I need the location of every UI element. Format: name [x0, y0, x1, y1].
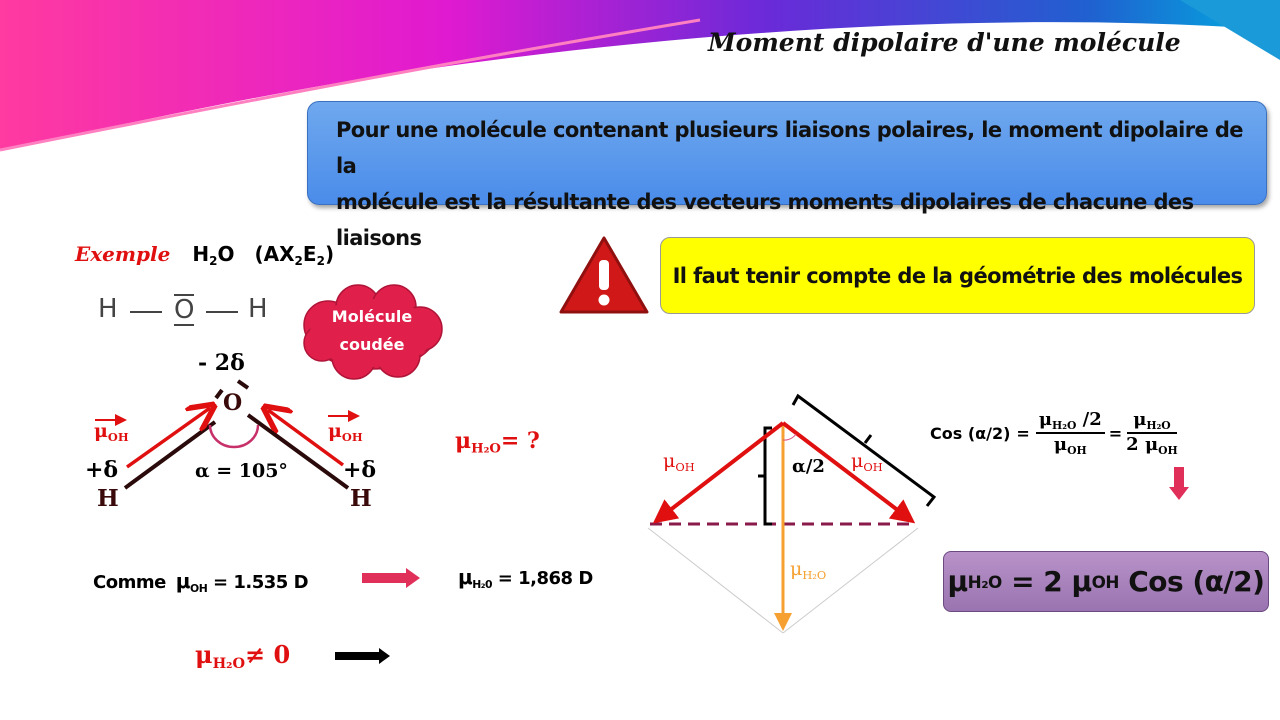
- bond-angle: α = 105°: [195, 460, 288, 482]
- text-fragment: μ: [328, 420, 342, 442]
- fraction-2: [1126, 409, 1178, 457]
- lewis-h-left: H: [98, 294, 118, 324]
- charge-h-right: +δ: [343, 457, 377, 483]
- formula-o: O: [217, 242, 235, 266]
- text-fragment: μ: [1133, 409, 1147, 431]
- text-fragment: H₂O: [802, 567, 827, 582]
- example-label: Exemple: [75, 242, 171, 266]
- text-fragment: μ: [947, 565, 968, 598]
- formula-sub: 2: [209, 254, 218, 269]
- text-fragment: =: [1016, 423, 1030, 443]
- text-fragment: μ: [195, 640, 213, 669]
- text-fragment: μ: [790, 558, 803, 580]
- text-fragment: H₂0: [472, 577, 492, 591]
- cloud-line-1: Molécule: [331, 307, 413, 326]
- text-fragment: μ: [1038, 409, 1053, 431]
- text-fragment: μ: [663, 450, 676, 472]
- text-fragment: ≠ 0: [245, 640, 291, 669]
- atom-h-left: H: [97, 485, 119, 512]
- text-fragment: H₂O: [471, 441, 501, 457]
- text-fragment: μ: [455, 428, 472, 454]
- lewis-h-right: H: [248, 294, 268, 324]
- text-fragment: OH: [675, 459, 695, 474]
- text-fragment: 2: [1126, 434, 1139, 455]
- text-fragment: H₂O: [1146, 419, 1171, 432]
- text-fragment: OH: [863, 459, 883, 474]
- definition-line-2: molécule est la résultante des vecteurs moments dipolaires de chacune des liaisons: [336, 190, 1194, 250]
- text-fragment: = 1,868 D: [497, 568, 593, 589]
- text-fragment: OH: [107, 429, 129, 444]
- atom-h-right: H: [350, 485, 372, 512]
- charge-h-left: +δ: [85, 457, 119, 483]
- vsepr-ax: (AX: [254, 242, 295, 266]
- vector-mu-oh-right: [851, 450, 883, 474]
- text-fragment: μ: [1053, 434, 1068, 455]
- half-angle-label: α/2: [792, 456, 825, 477]
- fraction-1: [1036, 409, 1105, 457]
- vsepr-e: E: [302, 242, 317, 266]
- vsepr-close: ): [324, 242, 335, 266]
- text-fragment: μ: [94, 420, 108, 442]
- text-fragment: OH: [1091, 571, 1119, 592]
- slide-title: Moment dipolaire d'une molécule: [708, 28, 1181, 57]
- text-fragment: = ?: [500, 428, 540, 454]
- text-fragment: H₂O: [967, 571, 1002, 592]
- text-fragment: Cos (α/2): [1128, 565, 1265, 598]
- cloud-line-2: coudée: [339, 335, 405, 354]
- text-fragment: /2: [1082, 409, 1102, 431]
- text-fragment: OH: [190, 581, 208, 595]
- text-fragment: OH: [1158, 443, 1178, 457]
- cos-formula: [930, 403, 1178, 463]
- atom-o: O: [223, 390, 243, 416]
- text-fragment: μ: [1144, 434, 1159, 455]
- formula-h: H: [192, 242, 210, 266]
- arrow-down-icon: [1169, 467, 1189, 501]
- vsepr-e-sub: 2: [316, 254, 325, 269]
- charge-oxygen: - 2δ: [198, 350, 245, 376]
- text-fragment: OH: [1067, 443, 1087, 457]
- text-fragment: H₂O: [1052, 419, 1077, 432]
- text-fragment: =: [1108, 423, 1123, 443]
- text-fragment: μ: [175, 569, 191, 593]
- definition-line-1: Pour une molécule contenant plusieurs liaisons polaires, le moment dipolaire de la: [336, 118, 1243, 178]
- vsepr-x-sub: 2: [294, 254, 303, 269]
- cos-lhs: Cos (α/2): [930, 423, 1011, 443]
- lewis-o: O: [174, 295, 195, 325]
- final-formula-box: [943, 551, 1269, 612]
- vector-mu-h2o: [790, 558, 826, 582]
- text-fragment: OH: [341, 429, 363, 444]
- text-fragment: Comme: [93, 572, 166, 593]
- text-fragment: = 1.535 D: [213, 572, 309, 593]
- vector-mu-oh-left: [663, 450, 695, 474]
- text-fragment: μ: [851, 450, 864, 472]
- warning-box: Il faut tenir compte de la géométrie des molécules: [660, 237, 1255, 314]
- text-fragment: H₂O: [212, 655, 246, 673]
- text-fragment: μ: [458, 565, 473, 589]
- text-fragment: = 2 μ: [1011, 565, 1092, 598]
